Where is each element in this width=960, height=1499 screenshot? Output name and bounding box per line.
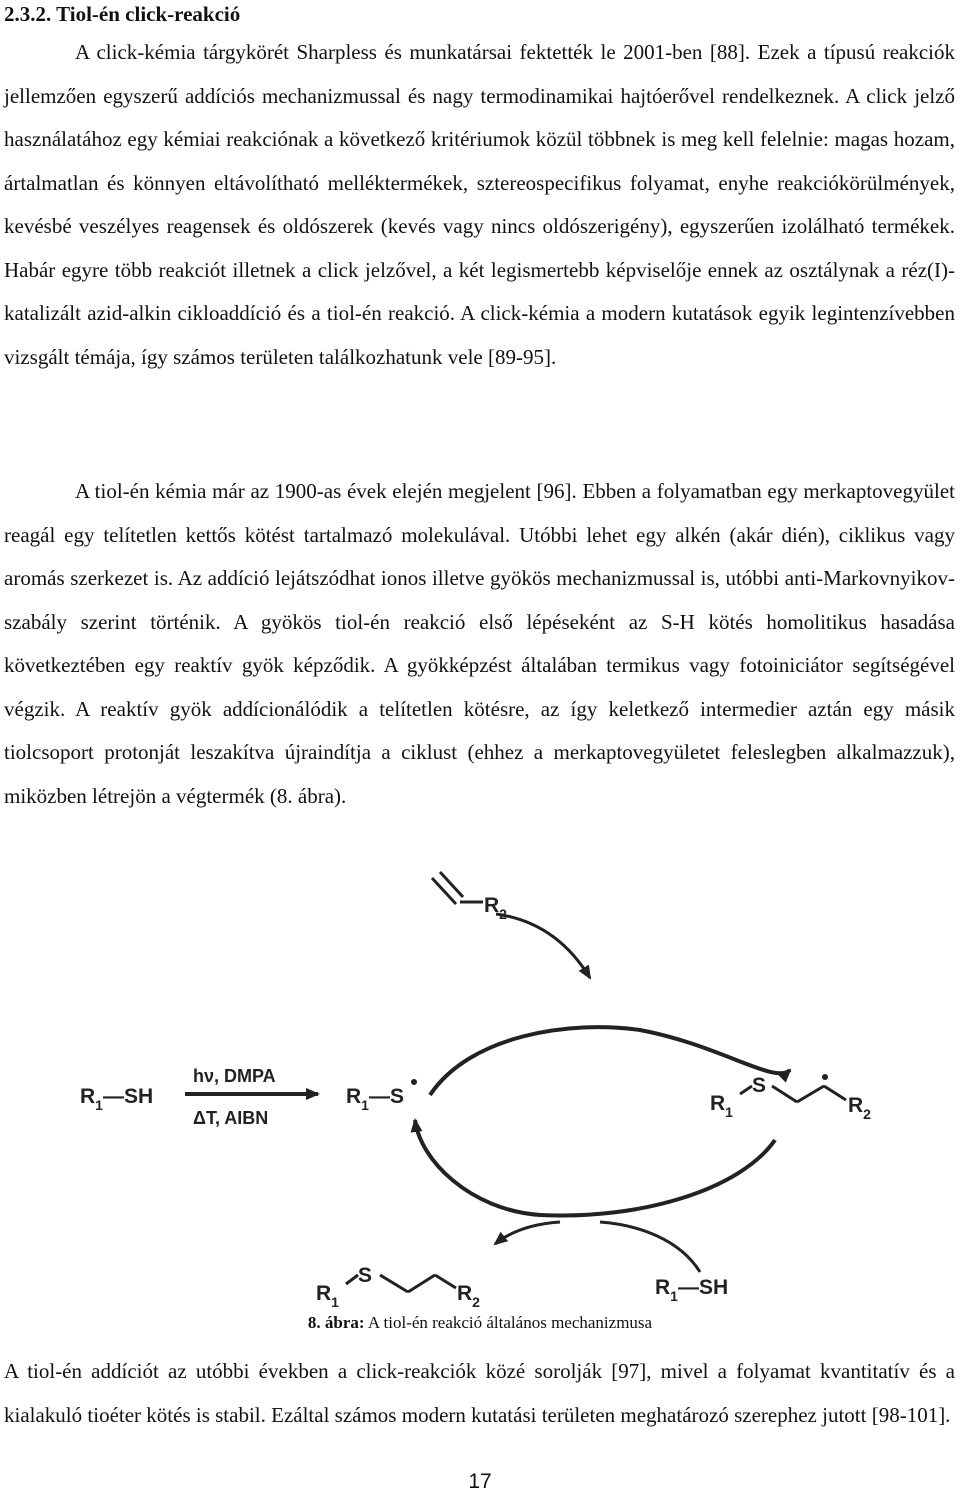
figure-caption [0, 1311, 960, 1335]
cycle-arc-bottom [415, 1120, 775, 1216]
product-s-label: S [358, 1264, 373, 1287]
svg-text:R1 [316, 1282, 339, 1310]
radical-s-label: S [389, 1085, 404, 1108]
catalytic-cycle [415, 914, 790, 1272]
svg-text:R2 [484, 894, 507, 922]
product-r1-subscript: 1 [331, 1294, 339, 1310]
product-r1-label: R [316, 1282, 332, 1305]
product-r2-subscript: 2 [472, 1294, 480, 1310]
reaction-scheme [0, 860, 960, 1320]
paragraph-thiol-ene-click [4, 1350, 955, 1437]
paragraph-thiol-ene-chemistry [4, 470, 955, 818]
paragraph-text: A click-kémia tárgykörét Sharpless és munkatársai fektették le 2001-ben [88]. Ezek a típusú reakciók jellemzően egyszerű addíciós mechanizmussal és nagy termodinamikai hajtóerővel rendelkeznek. A click jelző használatához egy kémiai reakciónak a következő kritériumok közül többnek is meg kell felelnie: magas hozam, ártalmatlan és könnyen eltávolítható melléktermékek, sztereospecifikus folyamat, enyhe reakciókörülmények, kevésbé veszélyes reagensek és oldószerek (kevés vagy nincs oldószerigény), egyszerűen izolálható termékek. Habár egyre több reakciót illetnek a click jelzővel, a két legismertebb képviselője ennek az osztálynak a réz(I)-katalizált azid-alkin cikloaddíció és a tiol-én reakció. A click-kémia a modern kutatások egyik legintenzívebben vizsgált témája, így számos területen találkozhatunk vele [89-95]. [4, 40, 955, 369]
intermediate-s-label: S [752, 1074, 767, 1097]
radical-r-label: R [346, 1085, 362, 1108]
alkene-structure [432, 872, 507, 922]
product-r2-label: R [457, 1282, 473, 1305]
initiation-step [185, 1066, 318, 1128]
intermediate-r1-subscript: 1 [725, 1104, 733, 1120]
thioether-product [316, 1264, 480, 1310]
thiol-entry-arrow [600, 1222, 700, 1272]
alkene-entry-arrow [496, 914, 590, 978]
carbon-radical-dot [822, 1074, 828, 1080]
thiol2-r-label: R [655, 1276, 671, 1299]
svg-text:R1—S [346, 1085, 404, 1113]
thiol-sh-label: —SH [102, 1085, 154, 1108]
svg-text:R2 [457, 1282, 480, 1310]
svg-text:R1—SH [80, 1085, 153, 1113]
caption-text: A tiol-én reakció általános mechanizmusa [364, 1313, 653, 1332]
svg-text:R2 [848, 1094, 871, 1122]
carbon-radical-intermediate [710, 1074, 871, 1122]
thermal-conditions: ΔT, AIBN [193, 1108, 269, 1128]
cycle-arc-top [430, 1027, 790, 1095]
thiol2-sh-label: —SH [677, 1276, 729, 1299]
alkene-r-subscript: 2 [499, 906, 507, 922]
alkene-r-label: R [484, 894, 500, 917]
thiyl-radical [346, 1079, 417, 1113]
thiol-reactant-right [655, 1276, 728, 1304]
radical-bond: — [368, 1085, 390, 1108]
svg-text:R1—SH [655, 1276, 728, 1304]
reaction-mechanism-figure [0, 860, 960, 1320]
intermediate-r2-subscript: 2 [863, 1106, 871, 1122]
thiol-r-subscript: 1 [95, 1097, 103, 1113]
page-number: 17 [468, 1470, 492, 1493]
svg-text:R1 [710, 1092, 733, 1120]
intermediate-r1-label: R [710, 1092, 726, 1115]
radical-r-subscript: 1 [361, 1097, 369, 1113]
thiol-reactant-left [80, 1085, 153, 1113]
radical-dot [411, 1079, 417, 1085]
thiol-r-label: R [80, 1085, 96, 1108]
product-exit-arrow [495, 1222, 560, 1244]
intermediate-r2-label: R [848, 1094, 864, 1117]
thiol2-r-subscript: 1 [670, 1288, 678, 1304]
caption-label: 8. ábra: [307, 1313, 365, 1332]
paragraph-text: A tiol-én kémia már az 1900-as évek elején megjelent [96]. Ebben a folyamatban egy merkaptovegyület reagál egy telítetlen kettős kötést tartalmazó molekulával. Utóbbi lehet egy alkén (akár dién), ciklikus vagy aromás szerkezet is. Az addíció lejátszódhat ionos illetve gyökös mechanizmussal is, utóbbi anti-Markovnyikov-szabály szerint történik. A gyökös tiol-én reakció első lépéseként az S-H kötés homolitikus hasadása következtében egy reaktív gyök képződik. A gyökképzést általában termikus vagy fotoiniciátor segítségével végzik. A reaktív gyök addícionálódik a telítetlen kötésre, az így keletkező intermedier aztán egy másik tiolcsoport protonját leszakítva újraindítja a ciklust (ehhez a merkaptovegyületet feleslegben alkalmazzuk), miközben létrejön a végtermék (8. ábra). [4, 479, 955, 808]
paragraph-click-chemistry [4, 31, 955, 379]
photo-conditions: hν, DMPA [193, 1066, 276, 1086]
paragraph-text: A tiol-én addíciót az utóbbi években a click-reakciók közé sorolják [97], mivel a folyamat kvantitatív és a kialakuló tioéter kötés is stabil. Ezáltal számos modern kutatási területen meghatározó szerephez jutott [98-101]. [4, 1359, 955, 1427]
section-heading: 2.3.2. Tiol-én click-reakció [4, 2, 241, 26]
